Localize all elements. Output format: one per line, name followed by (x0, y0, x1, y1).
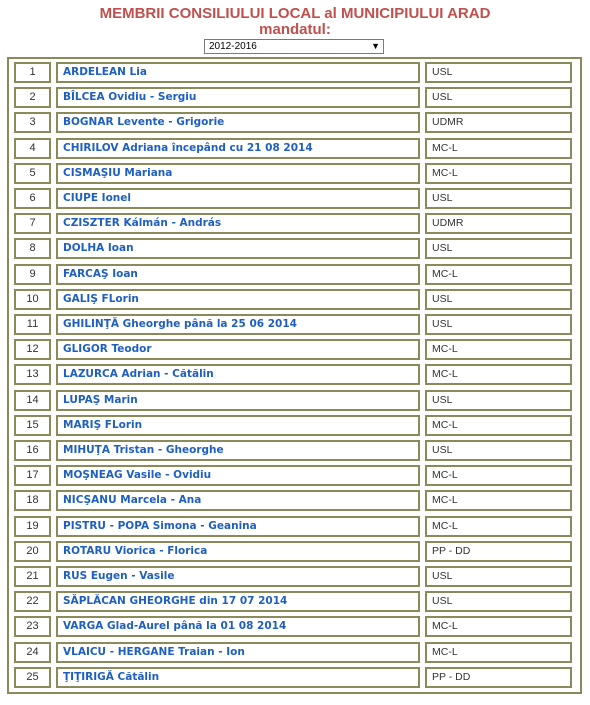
member-party: MC-L (425, 642, 572, 663)
member-name-link[interactable]: MARIŞ FLorin (56, 415, 420, 436)
member-number: 18 (14, 490, 51, 511)
member-party: USL (425, 314, 572, 335)
member-number: 4 (14, 138, 51, 159)
member-party: MC-L (425, 415, 572, 436)
member-party: USL (425, 87, 572, 108)
page-subtitle: mandatul: (259, 21, 331, 38)
member-number: 9 (14, 264, 51, 285)
member-name-link[interactable]: VLAICU - HERGANE Traian - Ion (56, 642, 420, 663)
member-name-link[interactable]: FARCAŞ Ioan (56, 264, 420, 285)
member-party: USL (425, 440, 572, 461)
member-party: USL (425, 238, 572, 259)
member-name-link[interactable]: CZISZTER Kálmán - András (56, 213, 420, 234)
member-party: UDMR (425, 112, 572, 133)
member-name-link[interactable]: LUPAŞ Marin (56, 390, 420, 411)
member-number: 10 (14, 289, 51, 310)
member-name-link[interactable]: NICŞANU Marcela - Ana (56, 490, 420, 511)
member-number: 13 (14, 364, 51, 385)
member-party: USL (425, 390, 572, 411)
member-name-link[interactable]: GALIŞ FLorin (56, 289, 420, 310)
member-number: 3 (14, 112, 51, 133)
member-name-link[interactable]: PISTRU - POPA Simona - Geanina (56, 516, 420, 537)
member-number: 22 (14, 591, 51, 612)
member-number: 23 (14, 616, 51, 637)
member-name-link[interactable]: GLIGOR Teodor (56, 339, 420, 360)
member-name-link[interactable]: GHILINŢĂ Gheorghe până la 25 06 2014 (56, 314, 420, 335)
member-name-link[interactable]: BOGNAR Levente - Grigorie (56, 112, 420, 133)
member-name-link[interactable]: VARGA Glad-Aurel până la 01 08 2014 (56, 616, 420, 637)
member-party: MC-L (425, 490, 572, 511)
member-number: 12 (14, 339, 51, 360)
member-name-link[interactable]: CISMAŞIU Mariana (56, 163, 420, 184)
member-name-link[interactable]: ROTARU Viorica - Florica (56, 541, 420, 562)
member-party: USL (425, 289, 572, 310)
member-name-link[interactable]: ARDELEAN Lia (56, 62, 420, 83)
member-party: UDMR (425, 213, 572, 234)
member-name-link[interactable]: MOŞNEAG Vasile - Ovidiu (56, 465, 420, 486)
member-party: MC-L (425, 616, 572, 637)
member-party: MC-L (425, 264, 572, 285)
mandate-select[interactable] (204, 39, 384, 54)
member-name-link[interactable]: CHIRILOV Adriana începând cu 21 08 2014 (56, 138, 420, 159)
member-party: USL (425, 188, 572, 209)
member-name-link[interactable]: DOLHA Ioan (56, 238, 420, 259)
mandate-select-value: 2012-2016 (209, 41, 257, 52)
member-number: 7 (14, 213, 51, 234)
member-number: 21 (14, 566, 51, 587)
member-party: MC-L (425, 163, 572, 184)
member-number: 2 (14, 87, 51, 108)
member-party: USL (425, 62, 572, 83)
member-number: 8 (14, 238, 51, 259)
member-party: USL (425, 566, 572, 587)
page-title: MEMBRII CONSILIULUI LOCAL al MUNICIPIULUI ARAD (99, 5, 491, 22)
member-number: 5 (14, 163, 51, 184)
member-number: 25 (14, 667, 51, 688)
member-party: MC-L (425, 364, 572, 385)
triangle-down-icon[interactable]: ▼ (371, 41, 380, 51)
member-number: 24 (14, 642, 51, 663)
member-name-link[interactable]: SĂPLĂCAN GHEORGHE din 17 07 2014 (56, 591, 420, 612)
member-number: 14 (14, 390, 51, 411)
member-name-link[interactable]: BÎLCEA Ovidiu - Sergiu (56, 87, 420, 108)
member-name-link[interactable]: RUS Eugen - Vasile (56, 566, 420, 587)
member-name-link[interactable]: CIUPE Ionel (56, 188, 420, 209)
member-number: 15 (14, 415, 51, 436)
member-number: 11 (14, 314, 51, 335)
member-name-link[interactable]: MIHUŢA Tristan - Gheorghe (56, 440, 420, 461)
member-party: MC-L (425, 465, 572, 486)
member-number: 1 (14, 62, 51, 83)
member-number: 16 (14, 440, 51, 461)
page-header (0, 6, 590, 38)
member-party: MC-L (425, 516, 572, 537)
member-party: MC-L (425, 339, 572, 360)
member-party: PP - DD (425, 541, 572, 562)
member-number: 17 (14, 465, 51, 486)
member-number: 19 (14, 516, 51, 537)
member-number: 6 (14, 188, 51, 209)
member-party: MC-L (425, 138, 572, 159)
member-number: 20 (14, 541, 51, 562)
member-name-link[interactable]: ŢIŢIRIGĂ Cătălin (56, 667, 420, 688)
member-party: USL (425, 591, 572, 612)
member-name-link[interactable]: LAZURCA Adrian - Cătălin (56, 364, 420, 385)
member-party: PP - DD (425, 667, 572, 688)
